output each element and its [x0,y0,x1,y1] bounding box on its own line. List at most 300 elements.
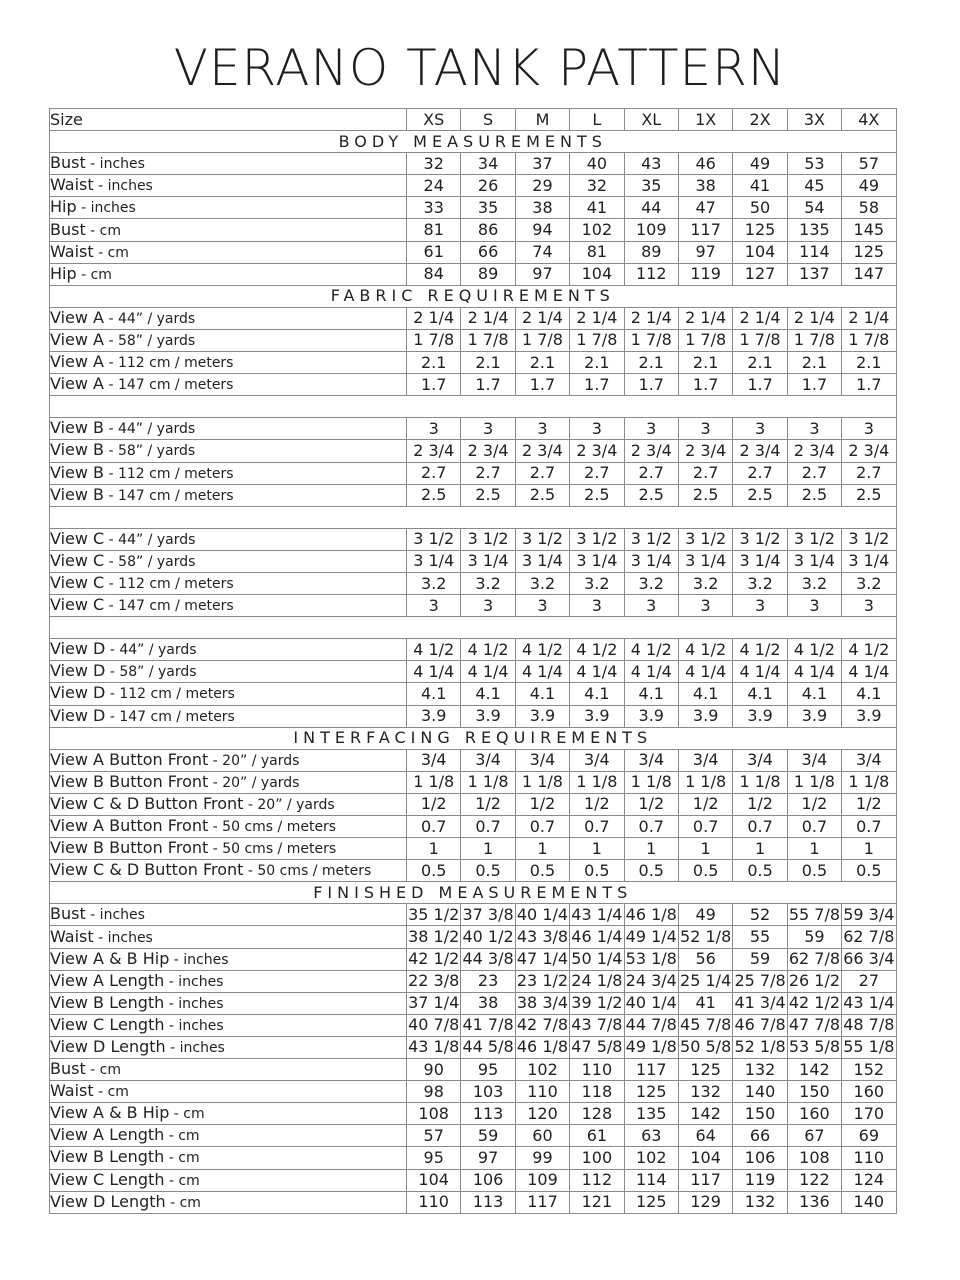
row-label-unit: - cm [164,1172,200,1189]
row-label-name: View A Button Front [50,816,209,836]
value-cell: 81 [570,241,624,263]
value-cell: 2 3/4 [733,440,787,462]
value-cell: 42 1/2 [787,992,841,1014]
value-cell: 38 [461,992,515,1014]
value-cell: 69 [842,1125,896,1147]
value-cell: 2.1 [515,352,569,374]
value-cell: 1 1/8 [461,771,515,793]
header-size-xs: XS [407,109,461,131]
table-row [50,970,897,992]
value-cell: 3 [787,595,841,617]
value-cell: 32 [570,175,624,197]
value-cell: 55 1/8 [842,1036,896,1058]
value-cell: 2.7 [461,462,515,484]
spacer-row [50,396,897,418]
value-cell: 3 [842,418,896,440]
value-cell: 137 [787,263,841,285]
value-cell: 1.7 [461,374,515,396]
value-cell: 47 [678,197,732,219]
row-label-name: Bust [50,153,86,173]
value-cell: 2 1/4 [624,307,678,329]
value-cell: 3 1/2 [515,528,569,550]
value-cell: 1 7/8 [787,329,841,351]
table-row [50,550,897,572]
value-cell: 3.2 [407,572,461,594]
table-row [50,197,897,219]
value-cell: 4 1/2 [570,639,624,661]
value-cell: 66 3/4 [842,948,896,970]
header-size-l: L [570,109,624,131]
value-cell: 2 3/4 [407,440,461,462]
value-cell: 43 [624,153,678,175]
row-label [50,749,407,771]
value-cell: 3.2 [678,572,732,594]
row-label-name: View A Length [50,1125,165,1145]
row-label-name: Hip [50,263,77,283]
table-row [50,992,897,1014]
value-cell: 170 [842,1103,896,1125]
table-row [50,705,897,727]
value-cell: 3 [733,595,787,617]
value-cell: 3.2 [461,572,515,594]
row-label-name: Bust [50,904,86,924]
value-cell: 3 1/4 [787,550,841,572]
row-label [50,1081,407,1103]
value-cell: 0.5 [407,860,461,882]
row-label-name: Hip [50,197,77,217]
value-cell: 142 [678,1103,732,1125]
row-label [50,683,407,705]
row-label-name: View D [50,639,106,659]
row-label [50,241,407,263]
table-row [50,1036,897,1058]
value-cell: 46 1/4 [570,926,624,948]
value-cell: 62 7/8 [787,948,841,970]
table-row [50,352,897,374]
value-cell: 4.1 [733,683,787,705]
value-cell: 43 1/4 [842,992,896,1014]
table-row [50,816,897,838]
value-cell: 55 7/8 [787,904,841,926]
row-label [50,1147,407,1169]
header-row [50,109,897,131]
value-cell: 3.9 [407,705,461,727]
value-cell: 1 7/8 [842,329,896,351]
row-label-unit: - 50 cms / meters [243,863,372,880]
value-cell: 43 1/8 [407,1036,461,1058]
value-cell: 34 [461,153,515,175]
value-cell: 2 3/4 [787,440,841,462]
value-cell: 44 5/8 [461,1036,515,1058]
value-cell: 3 1/4 [570,550,624,572]
value-cell: 132 [678,1081,732,1103]
row-label [50,1191,407,1213]
value-cell: 4 1/4 [842,661,896,683]
header-size-s: S [461,109,515,131]
value-cell: 110 [570,1059,624,1081]
value-cell: 118 [570,1081,624,1103]
value-cell: 2 1/4 [842,307,896,329]
value-cell: 2.7 [570,462,624,484]
value-cell: 0.7 [733,816,787,838]
value-cell: 89 [461,263,515,285]
value-cell: 2.1 [787,352,841,374]
value-cell: 3/4 [515,749,569,771]
row-label [50,948,407,970]
table-row [50,572,897,594]
value-cell: 4 1/2 [787,639,841,661]
value-cell: 3.9 [461,705,515,727]
row-label-name: View C [50,595,105,615]
table-row [50,418,897,440]
value-cell: 59 [461,1125,515,1147]
row-label-name: Waist [50,926,94,946]
value-cell: 3 [515,418,569,440]
value-cell: 108 [407,1103,461,1125]
value-cell: 2.5 [678,484,732,506]
table-row [50,175,897,197]
value-cell: 100 [570,1147,624,1169]
value-cell: 66 [461,241,515,263]
value-cell: 135 [787,219,841,241]
value-cell: 38 1/2 [407,926,461,948]
value-cell: 44 3/8 [461,948,515,970]
value-cell: 125 [678,1059,732,1081]
value-cell: 43 3/8 [515,926,569,948]
value-cell: 3.2 [515,572,569,594]
row-label-name: Waist [50,241,94,261]
value-cell: 120 [515,1103,569,1125]
value-cell: 67 [787,1125,841,1147]
value-cell: 53 1/8 [624,948,678,970]
value-cell: 0.7 [842,816,896,838]
row-label [50,1169,407,1191]
size-chart-table [49,108,897,1214]
row-label-unit: - inches [164,1017,224,1034]
value-cell: 41 [570,197,624,219]
value-cell: 59 3/4 [842,904,896,926]
value-cell: 1 1/8 [733,771,787,793]
value-cell: 140 [733,1081,787,1103]
table-row [50,528,897,550]
header-size-label: Size [50,109,407,131]
value-cell: 47 1/4 [515,948,569,970]
row-label-name: View A [50,374,104,394]
row-label-unit: - 112 cm / meters [104,355,234,372]
row-label-unit: - cm [93,244,129,261]
value-cell: 54 [787,197,841,219]
value-cell: 0.7 [570,816,624,838]
value-cell: 3 [570,418,624,440]
value-cell: 44 7/8 [624,1014,678,1036]
value-cell: 63 [624,1125,678,1147]
value-cell: 37 3/8 [461,904,515,926]
value-cell: 3 1/2 [461,528,515,550]
header-size-3x: 3X [787,109,841,131]
value-cell: 3 1/2 [733,528,787,550]
value-cell: 128 [570,1103,624,1125]
value-cell: 117 [678,1169,732,1191]
value-cell: 160 [787,1103,841,1125]
value-cell: 1/2 [787,793,841,815]
value-cell: 2.5 [733,484,787,506]
value-cell: 49 [678,904,732,926]
value-cell: 2.5 [461,484,515,506]
value-cell: 1.7 [733,374,787,396]
value-cell: 4.1 [570,683,624,705]
value-cell: 114 [624,1169,678,1191]
value-cell: 150 [733,1103,787,1125]
value-cell: 125 [624,1191,678,1213]
section-title: BODY MEASUREMENTS [50,131,897,153]
row-label-name: View B Button Front [50,771,209,791]
row-label [50,153,407,175]
row-label-name: View B Button Front [50,838,209,858]
header-size-xl: XL [624,109,678,131]
row-label-name: View D [50,661,106,681]
value-cell: 2 3/4 [515,440,569,462]
value-cell: 3 [461,595,515,617]
value-cell: 132 [733,1191,787,1213]
value-cell: 4 1/2 [515,639,569,661]
value-cell: 140 [842,1191,896,1213]
section-header-row [50,882,897,904]
table-row [50,1191,897,1213]
row-label-name: View C Length [50,1014,165,1034]
value-cell: 3.9 [733,705,787,727]
value-cell: 3 1/4 [461,550,515,572]
row-label [50,440,407,462]
value-cell: 3.2 [842,572,896,594]
table-row [50,860,897,882]
value-cell: 2 1/4 [570,307,624,329]
value-cell: 47 5/8 [570,1036,624,1058]
value-cell: 3.2 [570,572,624,594]
row-label-name: View C & D Button Front [50,860,244,880]
table-row [50,1103,897,1125]
row-label-unit: - 20” / yards [208,752,300,769]
value-cell: 95 [407,1147,461,1169]
value-cell: 3 1/2 [678,528,732,550]
value-cell: 0.7 [624,816,678,838]
value-cell: 53 [787,153,841,175]
value-cell: 102 [570,219,624,241]
section-header-row [50,285,897,307]
value-cell: 145 [842,219,896,241]
value-cell: 102 [515,1059,569,1081]
value-cell: 106 [733,1147,787,1169]
value-cell: 2.7 [842,462,896,484]
row-label-unit: - cm [85,1062,122,1079]
row-label-unit: - inches [93,929,153,946]
value-cell: 2 1/4 [787,307,841,329]
row-label-name: View B [50,418,105,438]
value-cell: 117 [515,1191,569,1213]
value-cell: 3 1/2 [787,528,841,550]
value-cell: 50 [733,197,787,219]
value-cell: 125 [624,1081,678,1103]
table-row [50,484,897,506]
value-cell: 4 1/4 [678,661,732,683]
value-cell: 3.9 [570,705,624,727]
value-cell: 3 1/4 [842,550,896,572]
value-cell: 49 [733,153,787,175]
value-cell: 3.9 [842,705,896,727]
row-label-name: View D Length [50,1191,166,1211]
value-cell: 2 1/4 [733,307,787,329]
value-cell: 1.7 [787,374,841,396]
value-cell: 132 [733,1059,787,1081]
row-label-unit: - cm [85,222,122,239]
value-cell: 46 1/8 [624,904,678,926]
value-cell: 104 [733,241,787,263]
section-title: FABRIC REQUIREMENTS [50,285,897,307]
row-label-name: View A & B Hip [50,948,170,968]
row-label-unit: - 147 cm / meters [104,377,234,394]
value-cell: 90 [407,1059,461,1081]
row-label [50,484,407,506]
table-row [50,329,897,351]
value-cell: 3 [407,595,461,617]
value-cell: 57 [842,153,896,175]
row-label-name: View C [50,528,105,548]
row-label [50,1103,407,1125]
value-cell: 3.9 [515,705,569,727]
row-label-name: Waist [50,175,94,195]
table-row [50,683,897,705]
value-cell: 3 1/2 [624,528,678,550]
value-cell: 125 [842,241,896,263]
value-cell: 97 [515,263,569,285]
value-cell: 3/4 [407,749,461,771]
value-cell: 104 [570,263,624,285]
value-cell: 3 1/2 [842,528,896,550]
value-cell: 23 [461,970,515,992]
table-row [50,1081,897,1103]
row-label [50,1014,407,1036]
value-cell: 66 [733,1125,787,1147]
value-cell: 42 7/8 [515,1014,569,1036]
value-cell: 1 7/8 [678,329,732,351]
row-label [50,904,407,926]
row-label-name: View B Length [50,1147,165,1167]
row-label-unit: - 112 cm / meters [104,576,234,593]
table-row [50,1059,897,1081]
row-label-unit: - 50 cms / meters [208,841,337,858]
value-cell: 3 [624,418,678,440]
row-label-name: View C [50,573,105,593]
value-cell: 0.5 [787,860,841,882]
value-cell: 60 [515,1125,569,1147]
row-label [50,1125,407,1147]
section-title: INTERFACING REQUIREMENTS [50,727,897,749]
row-label-unit: - inches [85,907,145,924]
value-cell: 4 1/4 [515,661,569,683]
value-cell: 2 3/4 [624,440,678,462]
row-label-unit: - inches [93,178,153,195]
value-cell: 3/4 [624,749,678,771]
value-cell: 113 [461,1191,515,1213]
value-cell: 1 1/8 [624,771,678,793]
row-label-name: View A [50,307,104,327]
value-cell: 0.7 [407,816,461,838]
row-label [50,528,407,550]
value-cell: 2.7 [787,462,841,484]
table-row [50,219,897,241]
value-cell: 40 1/2 [461,926,515,948]
value-cell: 4 1/4 [787,661,841,683]
section-title: FINISHED MEASUREMENTS [50,882,897,904]
value-cell: 97 [678,241,732,263]
spacer-cell [50,396,897,418]
row-label-name: Waist [50,1081,94,1101]
value-cell: 110 [842,1147,896,1169]
value-cell: 1 [678,838,732,860]
table-row [50,838,897,860]
value-cell: 142 [787,1059,841,1081]
value-cell: 109 [624,219,678,241]
value-cell: 43 1/4 [570,904,624,926]
value-cell: 4 1/4 [570,661,624,683]
value-cell: 35 1/2 [407,904,461,926]
value-cell: 103 [461,1081,515,1103]
value-cell: 42 1/2 [407,948,461,970]
value-cell: 119 [733,1169,787,1191]
value-cell: 122 [787,1169,841,1191]
value-cell: 2.1 [624,352,678,374]
value-cell: 3 1/4 [678,550,732,572]
value-cell: 117 [624,1059,678,1081]
value-cell: 2 3/4 [842,440,896,462]
value-cell: 4.1 [515,683,569,705]
value-cell: 4 1/4 [461,661,515,683]
value-cell: 26 [461,175,515,197]
value-cell: 4 1/2 [678,639,732,661]
table-row [50,793,897,815]
value-cell: 64 [678,1125,732,1147]
value-cell: 1.7 [678,374,732,396]
value-cell: 129 [678,1191,732,1213]
row-label-unit: - 44” / yards [104,421,196,438]
value-cell: 38 3/4 [515,992,569,1014]
row-label-unit: - cm [165,1194,201,1211]
row-label-unit: - 20” / yards [208,774,300,791]
value-cell: 2.7 [407,462,461,484]
table-row [50,440,897,462]
row-label-unit: - 58” / yards [104,553,196,570]
value-cell: 59 [733,948,787,970]
value-cell: 41 [678,992,732,1014]
row-label-unit: - cm [93,1084,129,1101]
value-cell: 2 3/4 [570,440,624,462]
table-row [50,926,897,948]
table-row [50,948,897,970]
row-label-name: View C & D Button Front [50,793,244,813]
table-row [50,1014,897,1036]
row-label-name: View A [50,329,104,349]
row-label [50,816,407,838]
row-label [50,352,407,374]
value-cell: 113 [461,1103,515,1125]
value-cell: 35 [461,197,515,219]
value-cell: 37 1/4 [407,992,461,1014]
row-label [50,572,407,594]
value-cell: 1/2 [624,793,678,815]
row-label [50,705,407,727]
row-label-unit: - inches [165,1039,225,1056]
value-cell: 4.1 [787,683,841,705]
value-cell: 0.7 [787,816,841,838]
